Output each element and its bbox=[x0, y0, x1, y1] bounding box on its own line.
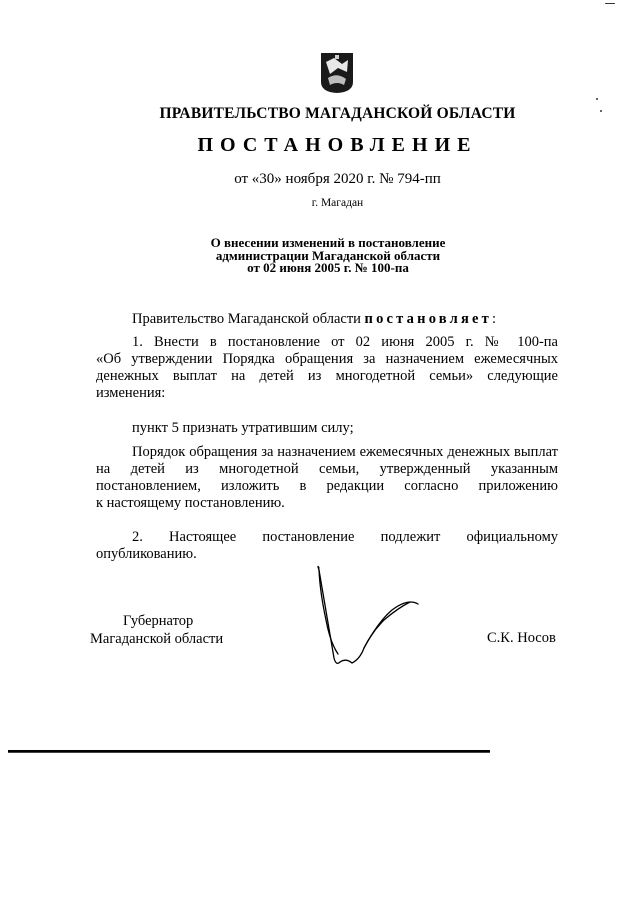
document-type-title: ПОСТАНОВЛЕНИЕ bbox=[197, 134, 478, 156]
coat-of-arms-emblem bbox=[320, 52, 354, 94]
handwritten-signature bbox=[312, 562, 442, 670]
scan-speck bbox=[605, 3, 615, 4]
procedure-paragraph bbox=[96, 444, 558, 512]
paragraph-line: «Об утверждении Порядка обращения за назначением ежемесячных bbox=[96, 351, 558, 367]
subject-line: О внесении изменений в постановление bbox=[210, 235, 446, 250]
position-line: Губернатор bbox=[123, 613, 194, 629]
signatory-position bbox=[90, 612, 223, 648]
preamble-text: Правительство Магаданской области bbox=[132, 311, 361, 327]
preamble bbox=[132, 311, 496, 328]
paragraph-line: на детей из многодетной семьи, утвержденный указанным bbox=[96, 461, 558, 477]
paragraph-line: 2. Настоящее постановление подлежит официальному bbox=[132, 529, 558, 545]
signatory-name: С.К. Носов bbox=[487, 630, 556, 646]
document-date-number: от «30» ноября 2020 г. № 794-пп bbox=[234, 171, 441, 187]
item-5-change: пункт 5 признать утратившим силу; bbox=[132, 420, 354, 436]
paragraph-line: денежных выплат на детей из многодетной семьи» следующие bbox=[96, 368, 558, 384]
position-line: Магаданской области bbox=[90, 631, 224, 647]
government-title: ПРАВИТЕЛЬСТВО МАГАДАНСКОЙ ОБЛАСТИ bbox=[159, 105, 516, 122]
paragraph-line: постановлением, изложить в редакции согласно приложению bbox=[96, 478, 558, 494]
paragraph-line: Порядок обращения за назначением ежемесячных денежных выплат bbox=[132, 444, 558, 460]
document-subject bbox=[0, 237, 640, 275]
subject-line: от 02 июня 2005 г. № 100-па bbox=[247, 260, 409, 275]
scan-speck bbox=[596, 98, 598, 100]
paragraph-line: к настоящему постановлению. bbox=[96, 495, 285, 511]
subject-line: администрации Магаданской области bbox=[215, 247, 441, 263]
scan-speck bbox=[600, 110, 602, 112]
paragraph-2 bbox=[96, 529, 558, 563]
paragraph-line: 1. Внести в постановление от 02 июня 2005 г. № 100-па bbox=[132, 334, 558, 350]
document-city: г. Магадан bbox=[311, 197, 364, 209]
bottom-divider-shadow bbox=[8, 752, 490, 753]
preamble-verb: постановляет bbox=[364, 311, 492, 327]
paragraph-line: изменения: bbox=[96, 385, 166, 401]
paragraph-1 bbox=[96, 334, 558, 402]
preamble-colon: : bbox=[491, 311, 496, 327]
paragraph-line: опубликованию. bbox=[96, 546, 197, 562]
